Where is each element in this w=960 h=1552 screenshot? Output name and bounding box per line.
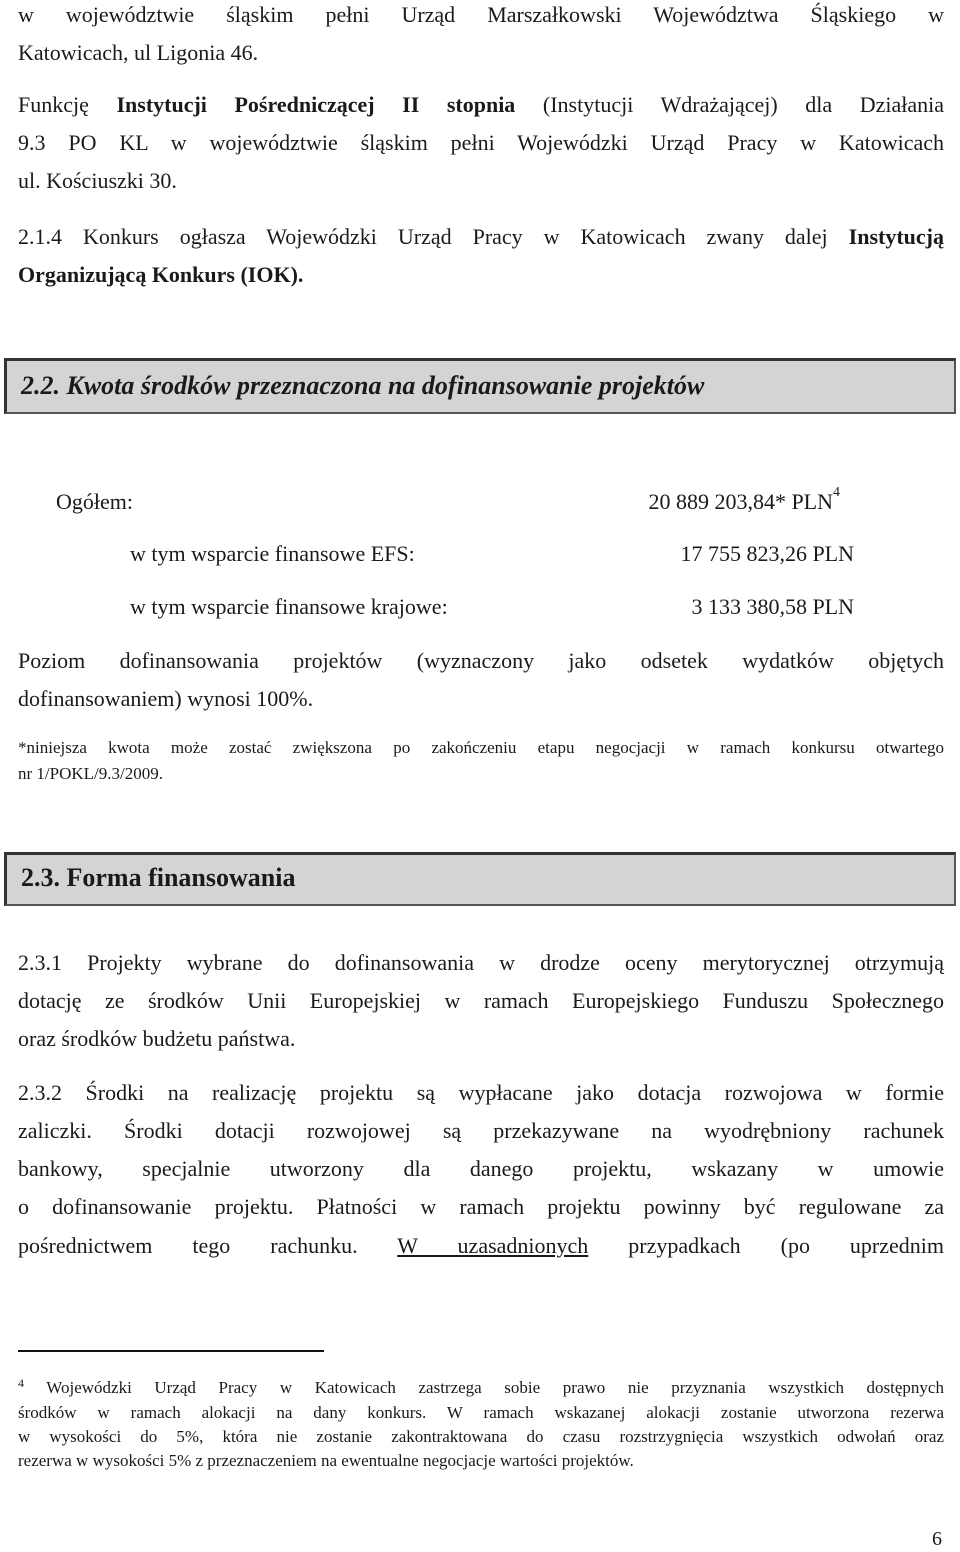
- footnote-line-4: rezerwa w wysokości 5% z przeznaczeniem na ewentualne negocjacje wartości projektów.: [18, 1451, 634, 1470]
- p2-line-5-pre: pośrednictwem tego rachunku.: [18, 1233, 358, 1258]
- footnote-line-3: w wysokości do 5%, która nie zostanie zakontraktowana do czasu rozstrzygnięcia wszystkich odwołań oraz: [18, 1427, 944, 1446]
- section-2-3-title: 2.3. Forma finansowania: [21, 863, 296, 892]
- intro-line-6: [18, 224, 944, 250]
- intro-line-6-bold: Instytucją: [848, 224, 945, 249]
- p1-line-1: 2.3.1 Projekty wybrane do dofinansowania w drodze oceny merytorycznej otrzymują: [18, 950, 944, 975]
- footnote-separator: [18, 1350, 324, 1352]
- intro-line-4: 9.3 PO KL w województwie śląskim pełni Wojewódzki Urząd Pracy w Katowicach: [18, 130, 944, 155]
- efs-label: w tym wsparcie finansowe EFS:: [130, 541, 415, 566]
- level-line-1: Poziom dofinansowania projektów (wyznaczony jako odsetek wydatków objętych: [18, 648, 944, 673]
- intro-line-2: Katowicach, ul Ligonia 46.: [18, 40, 259, 65]
- section-2-3-header: [4, 852, 956, 906]
- footnote-ref: 4: [833, 485, 840, 500]
- section-2-2-title: 2.2. Kwota środków przeznaczona na dofinansowanie projektów: [21, 371, 705, 400]
- total-value: [648, 485, 840, 515]
- p2-line-5: [18, 1233, 944, 1259]
- note-line-2: nr 1/POKL/9.3/2009.: [18, 764, 163, 783]
- footnote-line-1: [18, 1378, 944, 1398]
- note-line-1: *niniejsza kwota może zostać zwiększona po zakończeniu etapu negocjacji w ramach konkursu otwartego: [18, 738, 944, 757]
- footnote-line-1-text: Wojewódzki Urząd Pracy w Katowicach zastrzega sobie prawo nie przyznania wszystkich dostępnych: [46, 1378, 944, 1397]
- p1-line-3: oraz środków budżetu państwa.: [18, 1026, 296, 1051]
- intro-line-6-pre: 2.1.4 Konkurs ogłasza Wojewódzki Urząd Pracy w Katowicach zwany dalej: [18, 224, 828, 249]
- page-number: 6: [932, 1528, 942, 1550]
- intro-line-3: [18, 92, 944, 118]
- footnote-line-2: środków w ramach alokacji na dany konkurs. W ramach wskazanej alokacji zostanie utworzona rezerwa: [18, 1403, 944, 1422]
- intro-line-3-bold: Instytucji Pośredniczącej II stopnia: [116, 92, 516, 117]
- section-2-2-header: [4, 358, 956, 414]
- total-label: Ogółem:: [56, 489, 133, 514]
- intro-line-7: [18, 262, 944, 288]
- level-line-2: dofinansowaniem) wynosi 100%.: [18, 686, 314, 711]
- footnote-mark: 4: [18, 1376, 24, 1390]
- intro-line-1: w województwie śląskim pełni Urząd Marszałkowski Województwa Śląskiego w: [18, 2, 944, 27]
- p2-line-3: bankowy, specjalnie utworzony dla danego projektu, wskazany w umowie: [18, 1156, 944, 1181]
- p2-line-5-underlined: W uzasadnionych: [397, 1233, 589, 1258]
- intro-line-3-post: (Instytucji Wdrażającej) dla Działania: [542, 92, 945, 117]
- p2-line-5-post: przypadkach (po uprzednim: [628, 1233, 945, 1258]
- intro-line-3-pre: Funkcję: [18, 92, 89, 117]
- intro-line-7-bold: Organizującą Konkurs (IOK).: [18, 262, 304, 287]
- total-amount: 20 889 203,84* PLN: [648, 489, 833, 514]
- p2-line-4: o dofinansowanie projektu. Płatności w ramach projektu powinny być regulowane za: [18, 1194, 944, 1219]
- krajowe-value: 3 133 380,58 PLN: [691, 594, 854, 619]
- krajowe-label: w tym wsparcie finansowe krajowe:: [130, 594, 448, 619]
- intro-line-5: ul. Kościuszki 30.: [18, 168, 177, 193]
- p2-line-1: 2.3.2 Środki na realizację projektu są wypłacane jako dotacja rozwojowa w formie: [18, 1080, 944, 1105]
- p2-line-2: zaliczki. Środki dotacji rozwojowej są przekazywane na wyodrębniony rachunek: [18, 1118, 944, 1143]
- efs-value: 17 755 823,26 PLN: [680, 541, 854, 566]
- p1-line-2: dotację ze środków Unii Europejskiej w ramach Europejskiego Funduszu Społecznego: [18, 988, 944, 1013]
